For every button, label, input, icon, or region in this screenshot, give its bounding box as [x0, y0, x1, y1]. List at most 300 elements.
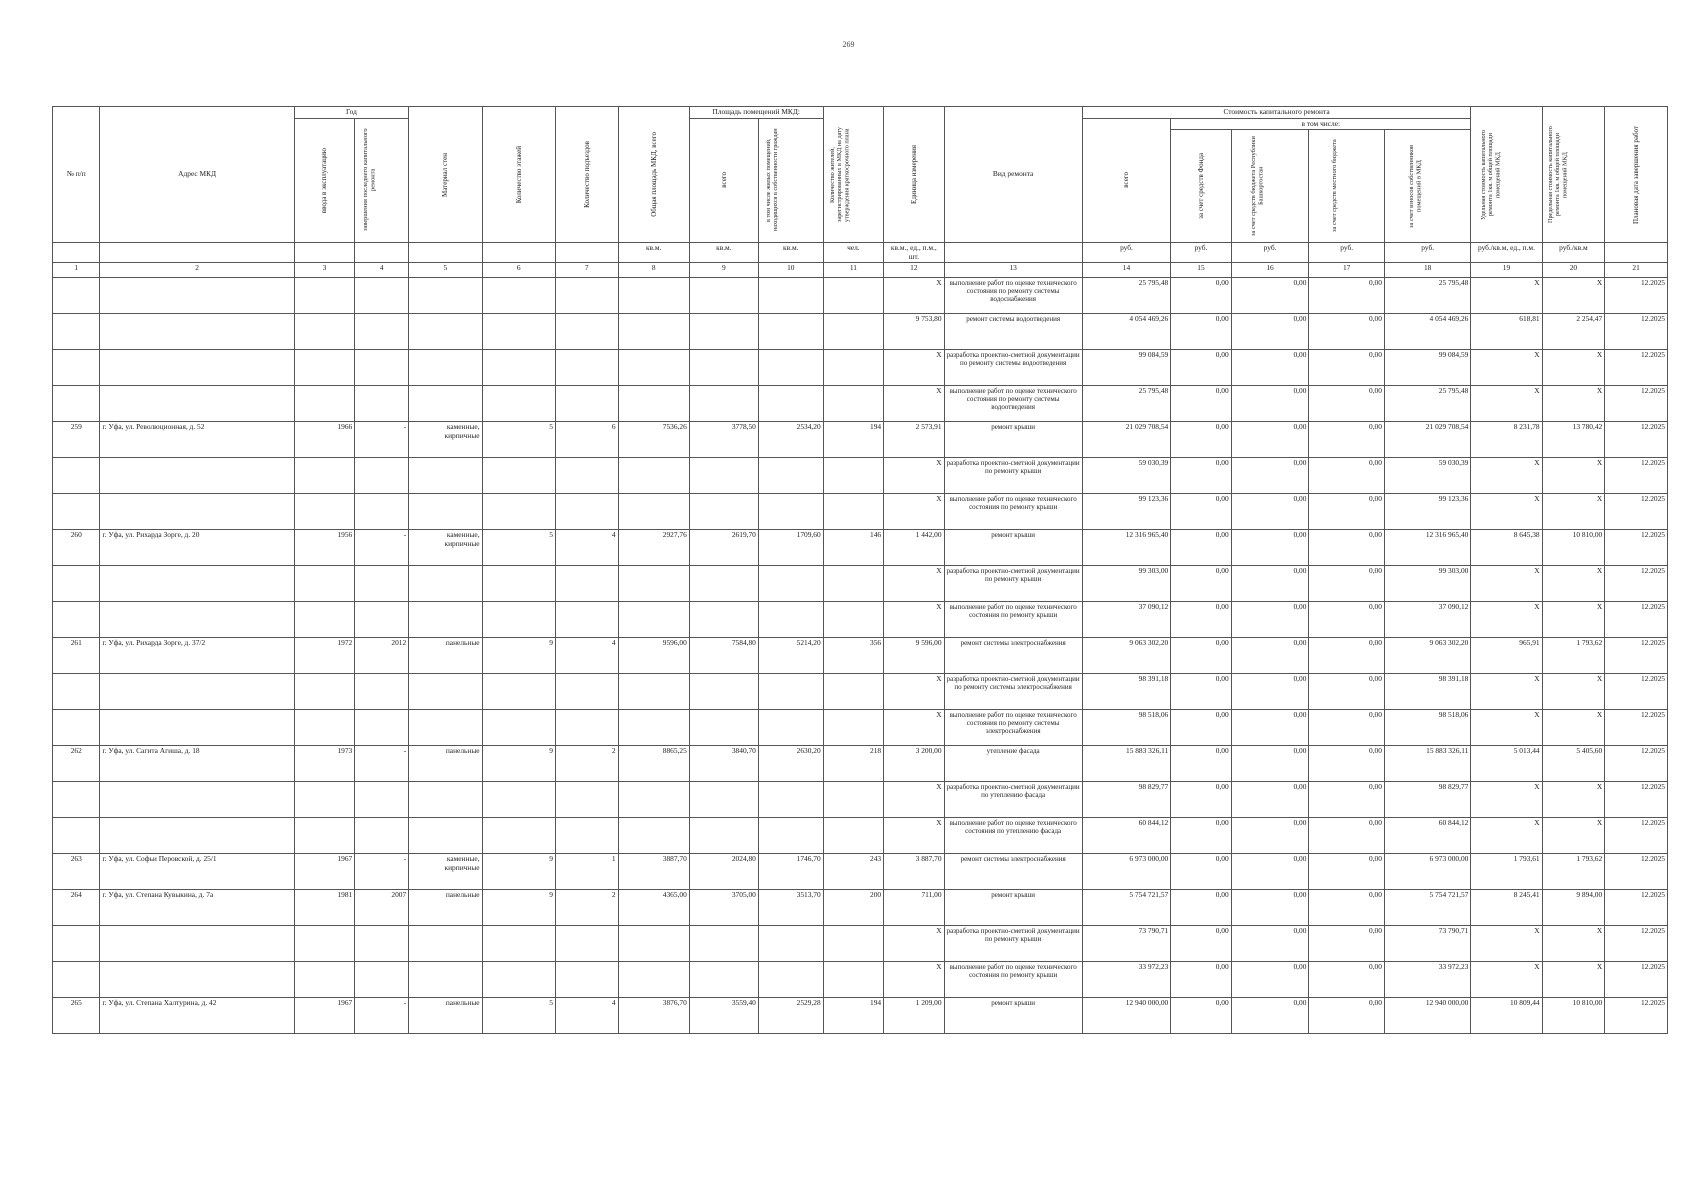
cost-republic-cell: 0,00 — [1231, 278, 1309, 314]
entrances-cell: 2 — [555, 890, 618, 926]
unit-value-cell: 1 209,00 — [884, 998, 944, 1034]
address-cell — [100, 926, 294, 962]
deadline-cell: 12.2025 — [1605, 674, 1668, 710]
residents-cell — [823, 458, 883, 494]
limit-cost-cell: 10 810,00 — [1542, 998, 1605, 1034]
column-number-cell: 21 — [1605, 263, 1668, 278]
total-area-cell — [618, 566, 689, 602]
floors-cell — [482, 674, 555, 710]
repair-type-cell: выполнение работ по оценке технического состояния по ремонту системы водоснабжения — [944, 278, 1082, 314]
unit-cell: руб. — [1082, 243, 1171, 263]
residents-cell — [823, 926, 883, 962]
deadline-cell: 12.2025 — [1605, 782, 1668, 818]
table-row — [53, 890, 1668, 926]
unit-cost-cell: X — [1471, 782, 1542, 818]
entrances-cell: 1 — [555, 854, 618, 890]
total-area-cell — [618, 350, 689, 386]
column-number-cell: 9 — [689, 263, 758, 278]
header-floors: Количество этажей — [482, 107, 555, 243]
cost-total-cell: 25 795,48 — [1082, 386, 1171, 422]
repair-type-cell: разработка проектно-сметной документации по ремонту крыши — [944, 458, 1082, 494]
cost-total-cell: 98 829,77 — [1082, 782, 1171, 818]
year-commission-cell: 1967 — [294, 998, 354, 1034]
cost-owners-cell: 73 790,71 — [1384, 926, 1470, 962]
entrances-cell — [555, 350, 618, 386]
floors-cell — [482, 566, 555, 602]
cost-fund-cell: 0,00 — [1171, 674, 1231, 710]
header-incl: в том числе: — [1171, 118, 1471, 130]
deadline-cell: 12.2025 — [1605, 458, 1668, 494]
cost-owners-cell: 25 795,48 — [1384, 386, 1470, 422]
entrances-cell — [555, 782, 618, 818]
cost-owners-cell: 59 030,39 — [1384, 458, 1470, 494]
column-number-cell: 20 — [1542, 263, 1605, 278]
cost-total-cell: 98 518,06 — [1082, 710, 1171, 746]
total-area-cell — [618, 602, 689, 638]
unit-cost-cell: X — [1471, 926, 1542, 962]
cost-total-cell: 99 303,00 — [1082, 566, 1171, 602]
area-all-cell: 3778,50 — [689, 422, 758, 458]
residents-cell — [823, 818, 883, 854]
address-cell — [100, 350, 294, 386]
cost-fund-cell: 0,00 — [1171, 926, 1231, 962]
total-area-cell: 8865,25 — [618, 746, 689, 782]
wall-material-cell: панельные — [409, 638, 482, 674]
unit-cell — [482, 243, 555, 263]
floors-cell — [482, 278, 555, 314]
repair-type-cell: разработка проектно-сметной документации по ремонту крыши — [944, 926, 1082, 962]
cost-republic-cell: 0,00 — [1231, 746, 1309, 782]
residents-cell — [823, 710, 883, 746]
unit-value-cell: 9 596,00 — [884, 638, 944, 674]
cost-republic-cell: 0,00 — [1231, 854, 1309, 890]
total-area-cell: 3876,70 — [618, 998, 689, 1034]
cost-owners-cell: 25 795,48 — [1384, 278, 1470, 314]
table-row — [53, 350, 1668, 386]
column-number-cell: 4 — [355, 263, 409, 278]
year-commission-cell: 1981 — [294, 890, 354, 926]
cost-local-cell: 0,00 — [1309, 530, 1385, 566]
wall-material-cell — [409, 962, 482, 998]
unit-cost-cell: 8 245,41 — [1471, 890, 1542, 926]
row-number-cell: 264 — [53, 890, 100, 926]
unit-cost-cell: 8 645,38 — [1471, 530, 1542, 566]
column-number-cell: 11 — [823, 263, 883, 278]
limit-cost-cell: X — [1542, 926, 1605, 962]
deadline-cell: 12.2025 — [1605, 710, 1668, 746]
unit-value-cell: 3 887,70 — [884, 854, 944, 890]
header-wall-material: Материал стен — [409, 107, 482, 243]
residents-cell — [823, 566, 883, 602]
wall-material-cell — [409, 386, 482, 422]
wall-material-cell: панельные — [409, 746, 482, 782]
entrances-cell — [555, 710, 618, 746]
row-number-cell — [53, 782, 100, 818]
column-numbers-row — [53, 263, 1668, 278]
residents-cell — [823, 602, 883, 638]
table-row — [53, 674, 1668, 710]
year-commission-cell — [294, 494, 354, 530]
wall-material-cell: каменные, кирпичные — [409, 854, 482, 890]
year-commission-cell: 1966 — [294, 422, 354, 458]
cost-total-cell: 9 063 302,20 — [1082, 638, 1171, 674]
column-number-cell: 18 — [1384, 263, 1470, 278]
year-last-repair-cell — [355, 710, 409, 746]
residents-cell: 194 — [823, 998, 883, 1034]
header-year-last-repair: завершения последнего капитального ремонта — [355, 118, 409, 243]
limit-cost-cell: X — [1542, 962, 1605, 998]
table-row — [53, 386, 1668, 422]
row-number-cell: 265 — [53, 998, 100, 1034]
year-last-repair-cell: - — [355, 998, 409, 1034]
row-number-cell — [53, 458, 100, 494]
cost-local-cell: 0,00 — [1309, 890, 1385, 926]
cost-owners-cell: 98 391,18 — [1384, 674, 1470, 710]
header-cost-republic: за счет средств бюджета Республики Башкортостан — [1231, 130, 1309, 243]
header-repair-type: Вид ремонта — [944, 107, 1082, 243]
total-area-cell — [618, 386, 689, 422]
cost-owners-cell: 21 029 708,54 — [1384, 422, 1470, 458]
limit-cost-cell: X — [1542, 566, 1605, 602]
header-unit: Единица измерения — [884, 107, 944, 243]
repair-type-cell: ремонт крыши — [944, 530, 1082, 566]
unit-cost-cell: 618,81 — [1471, 314, 1542, 350]
residents-cell: 146 — [823, 530, 883, 566]
deadline-cell: 12.2025 — [1605, 890, 1668, 926]
wall-material-cell: каменные, кирпичные — [409, 422, 482, 458]
unit-value-cell: X — [884, 350, 944, 386]
address-cell — [100, 494, 294, 530]
unit-value-cell: 711,00 — [884, 890, 944, 926]
year-commission-cell: 1972 — [294, 638, 354, 674]
unit-cell: руб. — [1231, 243, 1309, 263]
year-last-repair-cell: - — [355, 854, 409, 890]
table-row — [53, 782, 1668, 818]
row-number-cell — [53, 926, 100, 962]
limit-cost-cell: X — [1542, 350, 1605, 386]
header-area-living: в том числе жилых помещений, находящихся в собственности граждан — [758, 118, 823, 243]
column-number-cell: 17 — [1309, 263, 1385, 278]
cost-fund-cell: 0,00 — [1171, 314, 1231, 350]
unit-cost-cell: X — [1471, 674, 1542, 710]
cost-total-cell: 12 940 000,00 — [1082, 998, 1171, 1034]
cost-republic-cell: 0,00 — [1231, 386, 1309, 422]
area-all-cell: 7584,80 — [689, 638, 758, 674]
column-number-cell: 8 — [618, 263, 689, 278]
area-all-cell — [689, 458, 758, 494]
repair-type-cell: разработка проектно-сметной документации по ремонту системы водоотведения — [944, 350, 1082, 386]
cost-fund-cell: 0,00 — [1171, 962, 1231, 998]
cost-republic-cell: 0,00 — [1231, 530, 1309, 566]
table-row — [53, 638, 1668, 674]
repair-type-cell: ремонт системы водоотведения — [944, 314, 1082, 350]
unit-cost-cell: X — [1471, 602, 1542, 638]
year-last-repair-cell — [355, 494, 409, 530]
cost-republic-cell: 0,00 — [1231, 314, 1309, 350]
unit-cost-cell: X — [1471, 710, 1542, 746]
entrances-cell — [555, 674, 618, 710]
entrances-cell — [555, 386, 618, 422]
header-no: № п/п — [53, 107, 100, 243]
unit-value-cell: X — [884, 674, 944, 710]
deadline-cell: 12.2025 — [1605, 422, 1668, 458]
table-header — [53, 107, 1668, 278]
unit-cost-cell: X — [1471, 566, 1542, 602]
total-area-cell — [618, 314, 689, 350]
area-living-cell: 3513,70 — [758, 890, 823, 926]
cost-local-cell: 0,00 — [1309, 926, 1385, 962]
unit-cell — [1605, 243, 1668, 263]
address-cell — [100, 962, 294, 998]
table-row — [53, 458, 1668, 494]
wall-material-cell — [409, 710, 482, 746]
cost-fund-cell: 0,00 — [1171, 566, 1231, 602]
cost-owners-cell: 4 054 469,26 — [1384, 314, 1470, 350]
year-last-repair-cell: - — [355, 530, 409, 566]
year-commission-cell — [294, 386, 354, 422]
limit-cost-cell: X — [1542, 710, 1605, 746]
limit-cost-cell: X — [1542, 818, 1605, 854]
floors-cell: 5 — [482, 422, 555, 458]
limit-cost-cell: X — [1542, 386, 1605, 422]
wall-material-cell — [409, 458, 482, 494]
repair-type-cell: выполнение работ по оценке технического состояния по ремонту системы водоотведения — [944, 386, 1082, 422]
cost-fund-cell: 0,00 — [1171, 422, 1231, 458]
row-number-cell — [53, 278, 100, 314]
cost-total-cell: 4 054 469,26 — [1082, 314, 1171, 350]
cost-total-cell: 25 795,48 — [1082, 278, 1171, 314]
row-number-cell — [53, 566, 100, 602]
area-living-cell: 5214,20 — [758, 638, 823, 674]
repair-type-cell: утепление фасада — [944, 746, 1082, 782]
floors-cell: 9 — [482, 746, 555, 782]
cost-owners-cell: 60 844,12 — [1384, 818, 1470, 854]
cost-republic-cell: 0,00 — [1231, 782, 1309, 818]
wall-material-cell — [409, 278, 482, 314]
row-number-cell: 260 — [53, 530, 100, 566]
limit-cost-cell: 5 405,60 — [1542, 746, 1605, 782]
cost-local-cell: 0,00 — [1309, 386, 1385, 422]
year-last-repair-cell — [355, 386, 409, 422]
year-last-repair-cell — [355, 818, 409, 854]
cost-republic-cell: 0,00 — [1231, 350, 1309, 386]
deadline-cell: 12.2025 — [1605, 278, 1668, 314]
wall-material-cell — [409, 350, 482, 386]
address-cell — [100, 710, 294, 746]
unit-cell: кв.м. — [758, 243, 823, 263]
cost-total-cell: 21 029 708,54 — [1082, 422, 1171, 458]
unit-cost-cell: X — [1471, 962, 1542, 998]
cost-owners-cell: 98 518,06 — [1384, 710, 1470, 746]
row-number-cell — [53, 962, 100, 998]
area-all-cell: 3840,70 — [689, 746, 758, 782]
residents-cell — [823, 962, 883, 998]
cost-fund-cell: 0,00 — [1171, 494, 1231, 530]
area-living-cell — [758, 314, 823, 350]
cost-local-cell: 0,00 — [1309, 854, 1385, 890]
limit-cost-cell: 1 793,62 — [1542, 854, 1605, 890]
column-number-cell: 15 — [1171, 263, 1231, 278]
year-last-repair-cell — [355, 458, 409, 494]
floors-cell — [482, 350, 555, 386]
address-cell: г. Уфа, ул. Степана Кувыкина, д. 7а — [100, 890, 294, 926]
area-living-cell — [758, 710, 823, 746]
unit-cost-cell: 965,91 — [1471, 638, 1542, 674]
column-number-cell: 7 — [555, 263, 618, 278]
header-cost-owners: за счет взносов собственников помещений в МКД — [1384, 130, 1470, 243]
unit-cell: чел. — [823, 243, 883, 263]
unit-value-cell: X — [884, 278, 944, 314]
year-last-repair-cell: - — [355, 422, 409, 458]
floors-cell: 9 — [482, 854, 555, 890]
repair-type-cell: ремонт крыши — [944, 890, 1082, 926]
unit-cost-cell: X — [1471, 818, 1542, 854]
table-row — [53, 602, 1668, 638]
cost-total-cell: 99 084,59 — [1082, 350, 1171, 386]
year-last-repair-cell — [355, 350, 409, 386]
unit-cell: руб. — [1171, 243, 1231, 263]
total-area-cell — [618, 278, 689, 314]
year-commission-cell — [294, 314, 354, 350]
area-all-cell — [689, 962, 758, 998]
entrances-cell — [555, 494, 618, 530]
cost-local-cell: 0,00 — [1309, 638, 1385, 674]
repair-type-cell: выполнение работ по оценке технического состояния по ремонту крыши — [944, 962, 1082, 998]
repair-type-cell: ремонт крыши — [944, 422, 1082, 458]
limit-cost-cell: 10 810,00 — [1542, 530, 1605, 566]
residents-cell: 194 — [823, 422, 883, 458]
residents-cell: 243 — [823, 854, 883, 890]
cost-republic-cell: 0,00 — [1231, 890, 1309, 926]
cost-owners-cell: 98 829,77 — [1384, 782, 1470, 818]
address-cell: г. Уфа, ул. Степана Халтурина, д. 42 — [100, 998, 294, 1034]
floors-cell — [482, 782, 555, 818]
year-commission-cell — [294, 782, 354, 818]
cost-local-cell: 0,00 — [1309, 278, 1385, 314]
year-commission-cell — [294, 962, 354, 998]
header-address: Адрес МКД — [100, 107, 294, 243]
header-area-premises: Площадь помещений МКД: — [689, 107, 823, 119]
floors-cell — [482, 386, 555, 422]
area-living-cell: 1746,70 — [758, 854, 823, 890]
table-row — [53, 566, 1668, 602]
unit-value-cell: X — [884, 458, 944, 494]
residents-cell — [823, 782, 883, 818]
deadline-cell: 12.2025 — [1605, 314, 1668, 350]
wall-material-cell — [409, 926, 482, 962]
cost-fund-cell: 0,00 — [1171, 386, 1231, 422]
deadline-cell: 12.2025 — [1605, 818, 1668, 854]
header-area-all: всего — [689, 118, 758, 243]
year-commission-cell — [294, 710, 354, 746]
table-row — [53, 962, 1668, 998]
limit-cost-cell: X — [1542, 602, 1605, 638]
area-living-cell — [758, 386, 823, 422]
unit-cell: руб./кв.м, ед., п.м. — [1471, 243, 1542, 263]
address-cell — [100, 818, 294, 854]
area-all-cell — [689, 926, 758, 962]
area-all-cell — [689, 566, 758, 602]
area-living-cell — [758, 602, 823, 638]
area-living-cell — [758, 494, 823, 530]
unit-value-cell: 1 442,00 — [884, 530, 944, 566]
unit-value-cell: X — [884, 962, 944, 998]
floors-cell — [482, 458, 555, 494]
cost-fund-cell: 0,00 — [1171, 854, 1231, 890]
cost-owners-cell: 12 940 000,00 — [1384, 998, 1470, 1034]
deadline-cell: 12.2025 — [1605, 854, 1668, 890]
area-all-cell: 2619,70 — [689, 530, 758, 566]
entrances-cell: 6 — [555, 422, 618, 458]
deadline-cell: 12.2025 — [1605, 998, 1668, 1034]
floors-cell — [482, 818, 555, 854]
deadline-cell: 12.2025 — [1605, 962, 1668, 998]
wall-material-cell — [409, 782, 482, 818]
total-area-cell: 7536,26 — [618, 422, 689, 458]
unit-cell: руб./кв.м — [1542, 243, 1605, 263]
wall-material-cell — [409, 602, 482, 638]
table-row — [53, 818, 1668, 854]
year-commission-cell: 1973 — [294, 746, 354, 782]
cost-local-cell: 0,00 — [1309, 674, 1385, 710]
cost-total-cell: 98 391,18 — [1082, 674, 1171, 710]
cost-local-cell: 0,00 — [1309, 962, 1385, 998]
floors-cell — [482, 494, 555, 530]
unit-cell: кв.м. — [689, 243, 758, 263]
address-cell — [100, 674, 294, 710]
cost-owners-cell: 37 090,12 — [1384, 602, 1470, 638]
unit-cell: руб. — [1309, 243, 1385, 263]
area-living-cell: 2534,20 — [758, 422, 823, 458]
cost-owners-cell: 99 084,59 — [1384, 350, 1470, 386]
floors-cell — [482, 602, 555, 638]
cost-fund-cell: 0,00 — [1171, 350, 1231, 386]
area-living-cell — [758, 278, 823, 314]
deadline-cell: 12.2025 — [1605, 530, 1668, 566]
limit-cost-cell: 9 894,00 — [1542, 890, 1605, 926]
header-deadline: Плановая дата завершения работ — [1605, 107, 1668, 243]
area-living-cell — [758, 458, 823, 494]
area-all-cell: 3559,40 — [689, 998, 758, 1034]
cost-local-cell: 0,00 — [1309, 566, 1385, 602]
limit-cost-cell: X — [1542, 674, 1605, 710]
year-commission-cell — [294, 818, 354, 854]
cost-republic-cell: 0,00 — [1231, 422, 1309, 458]
cost-owners-cell: 99 303,00 — [1384, 566, 1470, 602]
units-row — [53, 243, 1668, 263]
column-number-cell: 1 — [53, 263, 100, 278]
unit-cost-cell: X — [1471, 458, 1542, 494]
unit-cost-cell: 1 793,61 — [1471, 854, 1542, 890]
cost-republic-cell: 0,00 — [1231, 962, 1309, 998]
repair-type-cell: выполнение работ по оценке технического состояния по ремонту крыши — [944, 494, 1082, 530]
area-all-cell — [689, 350, 758, 386]
floors-cell: 5 — [482, 530, 555, 566]
address-cell: г. Уфа, ул. Сагита Агиша, д. 18 — [100, 746, 294, 782]
address-cell — [100, 314, 294, 350]
cost-total-cell: 59 030,39 — [1082, 458, 1171, 494]
wall-material-cell: каменные, кирпичные — [409, 530, 482, 566]
unit-value-cell: X — [884, 818, 944, 854]
row-number-cell — [53, 818, 100, 854]
cost-fund-cell: 0,00 — [1171, 278, 1231, 314]
year-commission-cell — [294, 278, 354, 314]
cost-fund-cell: 0,00 — [1171, 530, 1231, 566]
table-row — [53, 926, 1668, 962]
deadline-cell: 12.2025 — [1605, 350, 1668, 386]
area-all-cell — [689, 710, 758, 746]
capital-repair-register-table — [52, 106, 1668, 1034]
